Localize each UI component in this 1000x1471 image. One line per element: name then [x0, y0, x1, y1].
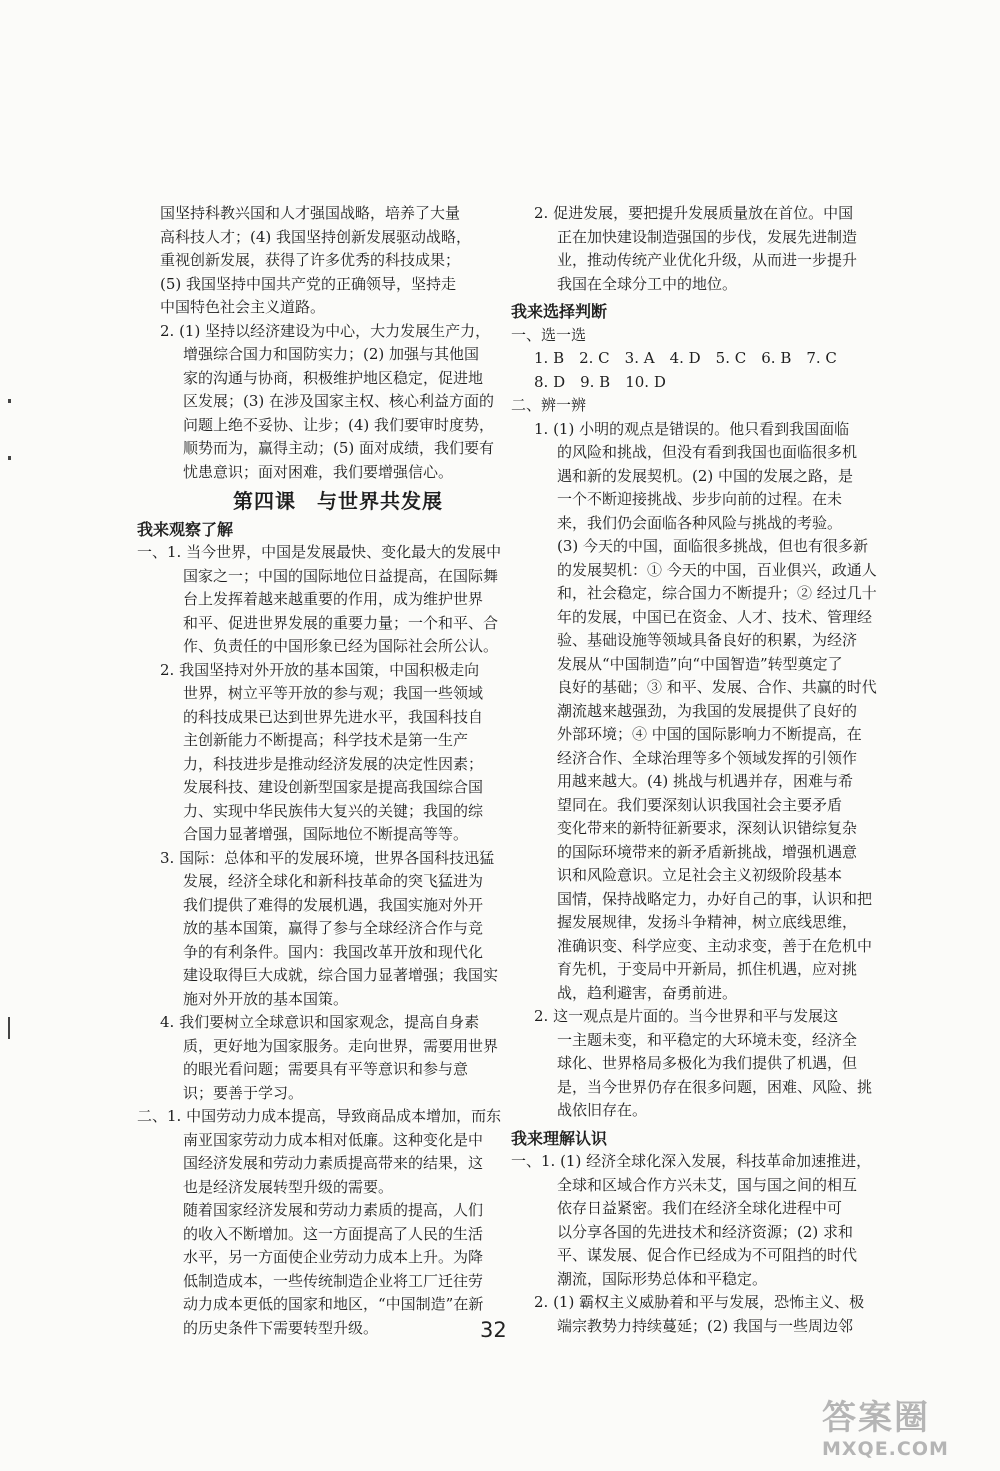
- text-line: 一、1. 当今世界，中国是发展最快、变化最大的发展中: [137, 543, 502, 561]
- text-line: 的历史条件下需要转型升级。: [183, 1318, 379, 1337]
- text-line: 水平，另一方面使企业劳动力成本上升。为降: [183, 1248, 484, 1266]
- text-line: 潮流越来越强劲，为我国的发展提供了良好的: [557, 701, 858, 720]
- text-line: 潮流，国际形势总体和平稳定。: [557, 1269, 768, 1288]
- text-line: 问题上绝不妥协、让步；(4) 我们要审时度势，: [183, 415, 495, 434]
- understand-item-2: [511, 1291, 865, 1338]
- text-line: 国情，保持战略定力，办好自己的事，认识和把: [557, 889, 873, 908]
- text-line: 是，当今世界仍存在很多问题，困难、风险、挑: [557, 1077, 873, 1096]
- text-line: 的国际环境带来的新矛盾新挑战，增强机遇意: [557, 842, 858, 861]
- observe-item-2: [137, 659, 499, 847]
- text-line: 2. 这一观点是片面的。当今世界和平与发展这: [534, 1007, 839, 1025]
- text-line: 重视创新发展，获得了许多优秀的科技成果；: [160, 251, 461, 269]
- scan-mark: [8, 399, 11, 403]
- paragraph-continued: [137, 202, 499, 320]
- discern-label: 二、辨一辨: [511, 396, 587, 414]
- scan-mark: [8, 456, 11, 460]
- text-line: 准确识变、科学应变、主动求变，善于在危机中: [557, 936, 873, 955]
- text-line: 2. 促进发展，要把提升发展质量放在首位。中国: [534, 204, 854, 222]
- text-line: 合国力显著增强，国际地位不断提高等等。: [183, 825, 469, 843]
- text-line: 3. 国际：总体和平的发展环境，世界各国科技迅猛: [160, 848, 495, 867]
- text-line: 良好的基础；③ 和平、发展、合作、共赢的时代: [557, 678, 877, 696]
- text-line: 1. (1) 小明的观点是错误的。他只看到我国面临: [534, 419, 850, 438]
- observe-item-3: [137, 847, 499, 1012]
- answers-line: 8. D 9. B 10. D: [534, 372, 666, 391]
- observe-item-1: [137, 541, 502, 659]
- text-line: 握发展规律，发扬斗争精神，树立底线思维，: [557, 913, 858, 931]
- text-line: 球化、世界格局多极化为我们提供了机遇，但: [557, 1054, 858, 1072]
- text-line: 建设取得巨大成就，综合国力显著增强；我国实: [183, 966, 499, 984]
- text-line: 一、1. (1) 经济全球化深入发展，科技革命加速推进，: [511, 1152, 872, 1170]
- text-line: 忧患意识；面对困难，我们要增强信心。: [183, 462, 454, 481]
- text-line: 的发展契机：① 今天的中国，百业俱兴，政通人: [557, 560, 877, 579]
- text-line: 施对外开放的基本国策。: [183, 989, 349, 1008]
- text-line: 我国在全球分工中的地位。: [557, 274, 738, 293]
- text-line: 中国特色社会主义道路。: [160, 298, 326, 316]
- text-line: 验、基础设施等领域具备良好的积累，为经济: [557, 631, 858, 649]
- text-line: 经济合作、全球治理等多个领域发挥的引领作: [557, 748, 858, 767]
- section-heading-judge: 我来选择判断: [511, 302, 608, 321]
- text-line: 的收入不断增加。这一方面提高了人民的生活: [183, 1224, 484, 1243]
- answers-line: 1. B 2. C 3. A 4. D 5. C 6. B 7. C: [534, 349, 837, 367]
- text-line: 争的有利条件。国内：我国改革开放和现代化: [183, 942, 484, 961]
- text-line: 低制造成本，一些传统制造企业将工厂迁往劳: [183, 1271, 484, 1290]
- text-line: 来，我们仍会面临各种风险与挑战的考验。: [557, 513, 843, 532]
- section-heading-understand: 我来理解认识: [511, 1128, 608, 1148]
- scan-mark: [8, 1017, 10, 1039]
- text-line: 外部环境；④ 中国的国际影响力不断提高，在: [557, 725, 862, 743]
- text-line: 识和风险意识。立足社会主义初级阶段基本: [557, 866, 843, 884]
- text-line: 4. 我们要树立全球意识和国家观念，提高自身素: [160, 1013, 480, 1031]
- text-line: (3) 今天的中国，面临很多挑战，但也有很多新: [557, 537, 869, 555]
- text-line: 质，更好地为国家服务。走向世界，需要用世界: [183, 1036, 499, 1055]
- text-line: 家的沟通与协商，积极维护地区稳定，促进地: [183, 368, 484, 387]
- text-line: 平、谋发展、促合作已经成为不可阻挡的时代: [557, 1246, 858, 1264]
- text-line: 台上发挥着越来越重要的作用，成为维护世界: [183, 590, 484, 608]
- choose-label: 一、选一选: [511, 325, 587, 344]
- text-line: 国家之一；中国的国际地位日益提高，在国际舞: [183, 566, 499, 585]
- text-line: 发展，经济全球化和新科技革命的突飞猛进为: [183, 872, 484, 890]
- section-heading-observe: 我来观察了解: [137, 519, 234, 539]
- text-line: 端宗教势力持续蔓延；(2) 我国与一些周边邻: [557, 1316, 854, 1335]
- text-line: 以分享各国的先进技术和经济资源；(2) 求和: [557, 1222, 854, 1241]
- text-line: 国经济发展和劳动力素质提高带来的结果，这: [183, 1154, 484, 1172]
- text-line: 2. (1) 坚持以经济建设为中心，大力发展生产力，: [160, 321, 491, 340]
- text-line: 和平、促进世界发展的重要力量；一个和平、合: [183, 613, 499, 632]
- text-line: 战依旧存在。: [557, 1101, 648, 1119]
- answer-item-2: [137, 320, 499, 485]
- text-line: 力、实现中华民族伟大复兴的关键；我国的综: [183, 801, 484, 820]
- text-line: 作、负责任的中国形象已经为国际社会所公认。: [183, 637, 499, 655]
- text-line: 战，趋利避害，奋勇前进。: [557, 983, 738, 1002]
- watermark-logo: [822, 1398, 982, 1468]
- text-line: 2. 我国坚持对外开放的基本国策，中国积极走向: [160, 660, 480, 679]
- text-line: 二、1. 中国劳动力成本提高，导致商品成本增加，而东: [137, 1107, 502, 1125]
- watermark-url: MXQE.COM: [822, 1438, 949, 1460]
- text-line: 顺势而为，赢得主动；(5) 面对成绩，我们要有: [183, 439, 495, 457]
- text-line: 随着国家经济发展和劳动力素质的提高，人们: [183, 1201, 484, 1219]
- text-line: 正在加快建设制造强国的步伐，发展先进制造: [557, 227, 858, 246]
- text-line: 高科技人才；(4) 我国坚持创新发展驱动战略，: [160, 227, 472, 246]
- text-line: 区发展；(3) 在涉及国家主权、核心利益方面的: [183, 392, 495, 410]
- text-line: 一个不断迎接挑战、步步向前的过程。在未: [557, 490, 843, 508]
- left-column: [137, 202, 502, 1340]
- text-line: 全球和区域合作方兴未艾，国与国之间的相互: [557, 1175, 858, 1194]
- discern-item-1: [511, 418, 877, 1006]
- text-line: 遇和新的发展契机。(2) 中国的发展之路，是: [557, 466, 854, 485]
- text-line: 发展从“中国制造”向“中国智造”转型奠定了: [557, 654, 843, 673]
- text-line: 的风险和挑战，但没有看到我国也面临很多机: [557, 443, 858, 461]
- text-line: 年的发展，中国已在资金、人才、技术、管理经: [557, 607, 873, 626]
- watermark-text: 答案圈: [822, 1398, 930, 1438]
- text-line: 业，推动传统产业优化升级，从而进一步提升: [557, 251, 858, 269]
- text-line: 国坚持科教兴国和人才强国战略，培养了大量: [160, 204, 461, 222]
- text-line: 世界，树立平等开放的参与观；我国一些领域: [183, 684, 484, 702]
- understand-item-1: [511, 1150, 872, 1291]
- text-line: 的科技成果已达到世界先进水平，我国科技自: [183, 707, 484, 726]
- text-line: 变化带来的新特征新要求，深刻认识错综复杂: [557, 819, 858, 837]
- observe-item-4: [137, 1011, 499, 1105]
- text-line: 育先机，于变局中开新局，抓住机遇，应对挑: [557, 960, 858, 978]
- text-line: 一主题未变，和平稳定的大环境未变，经济全: [557, 1030, 858, 1049]
- text-line: 南亚国家劳动力成本相对低廉。这种变化是中: [183, 1130, 484, 1149]
- text-line: 放的基本国策，赢得了参与全球经济合作与竞: [183, 919, 484, 937]
- text-line: 动力成本更低的国家和地区，“中国制造”在新: [183, 1295, 484, 1313]
- page-number: 32: [480, 1318, 507, 1342]
- text-line: 望同在。我们要深刻认识我国社会主要矛盾: [557, 795, 843, 814]
- text-line: 2. (1) 霸权主义威胁着和平与发展，恐怖主义、极: [534, 1293, 865, 1311]
- text-line: 我们提供了难得的发展机遇，我国实施对外开: [183, 895, 484, 914]
- observe-item-5: [137, 1105, 502, 1340]
- answer-item-2-right: [511, 202, 862, 296]
- text-line: 主创新能力不断提高；科学技术是第一生产: [183, 731, 469, 749]
- text-line: 增强综合国力和国防实力；(2) 加强与其他国: [183, 345, 480, 363]
- text-line: 识；要善于学习。: [183, 1083, 304, 1102]
- text-line: 依存日益紧密。我们在经济全球化进程中可: [557, 1199, 843, 1217]
- text-line: 发展科技、建设创新型国家是提高我国综合国: [183, 778, 484, 796]
- right-column: [511, 202, 877, 1338]
- text-line: (5) 我国坚持中国共产党的正确领导，坚持走: [160, 274, 457, 293]
- discern-item-2: [511, 1005, 873, 1123]
- text-line: 的眼光看问题；需要具有平等意识和参与意: [183, 1060, 469, 1078]
- text-line: 力，科技进步是推动经济发展的决定性因素；: [183, 754, 484, 773]
- text-line: 和，社会稳定，综合国力不断提升；② 经过几十: [557, 584, 877, 602]
- lesson-title: 第四课 与世界共发展: [233, 489, 443, 513]
- text-line: 也是经济发展转型升级的需要。: [183, 1177, 394, 1196]
- text-line: 用越来越大。(4) 挑战与机遇并存，困难与希: [557, 772, 854, 790]
